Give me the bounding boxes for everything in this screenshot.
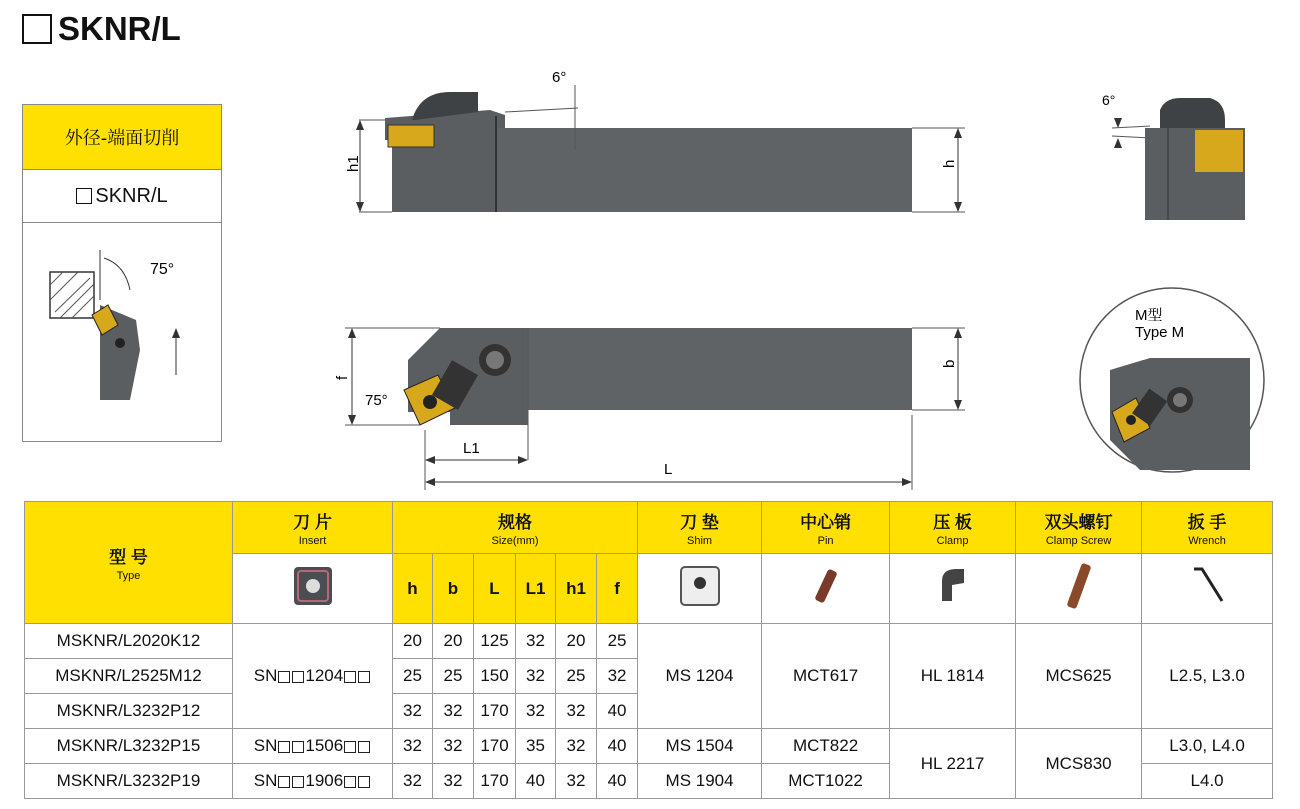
code-label: SKNR/L [23,170,221,223]
dim-b: b [941,359,958,368]
cell-h1: 20 [556,624,597,659]
cell-L: 125 [474,624,516,659]
page-title: SKNR/L [22,10,181,48]
table-row-type: MSKNR/L3232P19 [25,764,233,799]
cell-h1: 32 [556,694,597,729]
insert-image [233,554,393,624]
category-label: 外径-端面切削 [23,105,221,170]
cell-h: 32 [393,764,433,799]
clamp-image [890,554,1016,624]
cell-f: 40 [597,729,638,764]
size-col-h: h [393,554,433,624]
cell-h: 20 [393,624,433,659]
dim-L1: L1 [463,440,480,457]
cell-L1: 32 [516,694,556,729]
cell-f: 40 [597,764,638,799]
shim-cell: MS 1204 [638,624,762,729]
shim-image [638,554,762,624]
cell-f: 40 [597,694,638,729]
type-m-en: Type M [1135,324,1185,341]
cell-L: 170 [474,729,516,764]
shim-cell: MS 1504 [638,729,762,764]
wrench-cell: L2.5, L3.0 [1142,624,1273,729]
clamp-screw-cell: MCS625 [1016,624,1142,729]
header-insert: 刀 片 Insert [233,502,393,554]
header-clamp-screw: 双头螺钉 Clamp Screw [1016,502,1142,554]
size-col-f: f [597,554,638,624]
panel-angle-label: 75° [150,261,175,278]
side-angle-label: 6° [1102,92,1116,108]
pin-image [762,554,890,624]
cell-L1: 32 [516,659,556,694]
end-view [1102,92,1245,220]
type-m-detail [1080,288,1264,472]
table-row-type: MSKNR/L2020K12 [25,624,233,659]
clamp-cell: HL 2217 [890,729,1016,799]
size-col-h1: h1 [556,554,597,624]
cell-L: 150 [474,659,516,694]
pin-icon [801,561,851,611]
shim-cell: MS 1904 [638,764,762,799]
cell-h1: 32 [556,764,597,799]
insert-cell: SN 1204 [233,624,393,729]
cell-b: 20 [433,624,474,659]
spec-table [24,501,1273,799]
dim-L: L [664,461,673,478]
panel-schematic [50,250,180,400]
size-col-b: b [433,554,474,624]
insert-icon [288,563,338,609]
cell-f: 32 [597,659,638,694]
cell-h1: 25 [556,659,597,694]
clamp-icon [928,561,978,611]
header-wrench: 扳 手 Wrench [1142,502,1273,554]
wrench-image [1142,554,1273,624]
cell-h1: 32 [556,729,597,764]
header-shim: 刀 垫 Shim [638,502,762,554]
side-view [345,69,965,212]
header-clamp: 压 板 Clamp [890,502,1016,554]
cell-L1: 35 [516,729,556,764]
size-col-L: L [474,554,516,624]
dim-h: h [941,159,958,168]
cell-L1: 40 [516,764,556,799]
insert-cell: SN 1906 [233,764,393,799]
cell-L1: 32 [516,624,556,659]
dim-h1: h1 [345,155,362,172]
cell-b: 32 [433,764,474,799]
plan-angle-label: 75° [365,392,388,409]
size-col-L1: L1 [516,554,556,624]
pin-cell: MCT617 [762,624,890,729]
insert-cell: SN 1506 [233,729,393,764]
table-row-type: MSKNR/L3232P12 [25,694,233,729]
top-angle-label: 6° [552,69,567,86]
cell-L: 170 [474,764,516,799]
header-pin: 中心销 Pin [762,502,890,554]
clamp-screw-icon [1054,559,1104,613]
cell-b: 25 [433,659,474,694]
table-row-type: MSKNR/L2525M12 [25,659,233,694]
clamp-cell: HL 1814 [890,624,1016,729]
top-view [334,328,965,490]
pin-cell: MCT822 [762,729,890,764]
cell-L: 170 [474,694,516,729]
wrench-icon [1182,561,1232,611]
shim-icon [675,561,725,611]
dim-f: f [334,375,351,380]
cell-h: 25 [393,659,433,694]
cell-b: 32 [433,729,474,764]
clamp-screw-cell: MCS830 [1016,729,1142,799]
cell-f: 25 [597,624,638,659]
cell-h: 32 [393,729,433,764]
table-row-type: MSKNR/L3232P15 [25,729,233,764]
wrench-cell: L4.0 [1142,764,1273,799]
cell-b: 32 [433,694,474,729]
cell-h: 32 [393,694,433,729]
pin-cell: MCT1022 [762,764,890,799]
clamp-screw-image [1016,554,1142,624]
header-size: 规格 Size(mm) [393,502,638,554]
wrench-cell: L3.0, L4.0 [1142,729,1273,764]
type-m-cn: M型 [1135,307,1163,324]
header-type: 型 号 Type [25,502,233,624]
